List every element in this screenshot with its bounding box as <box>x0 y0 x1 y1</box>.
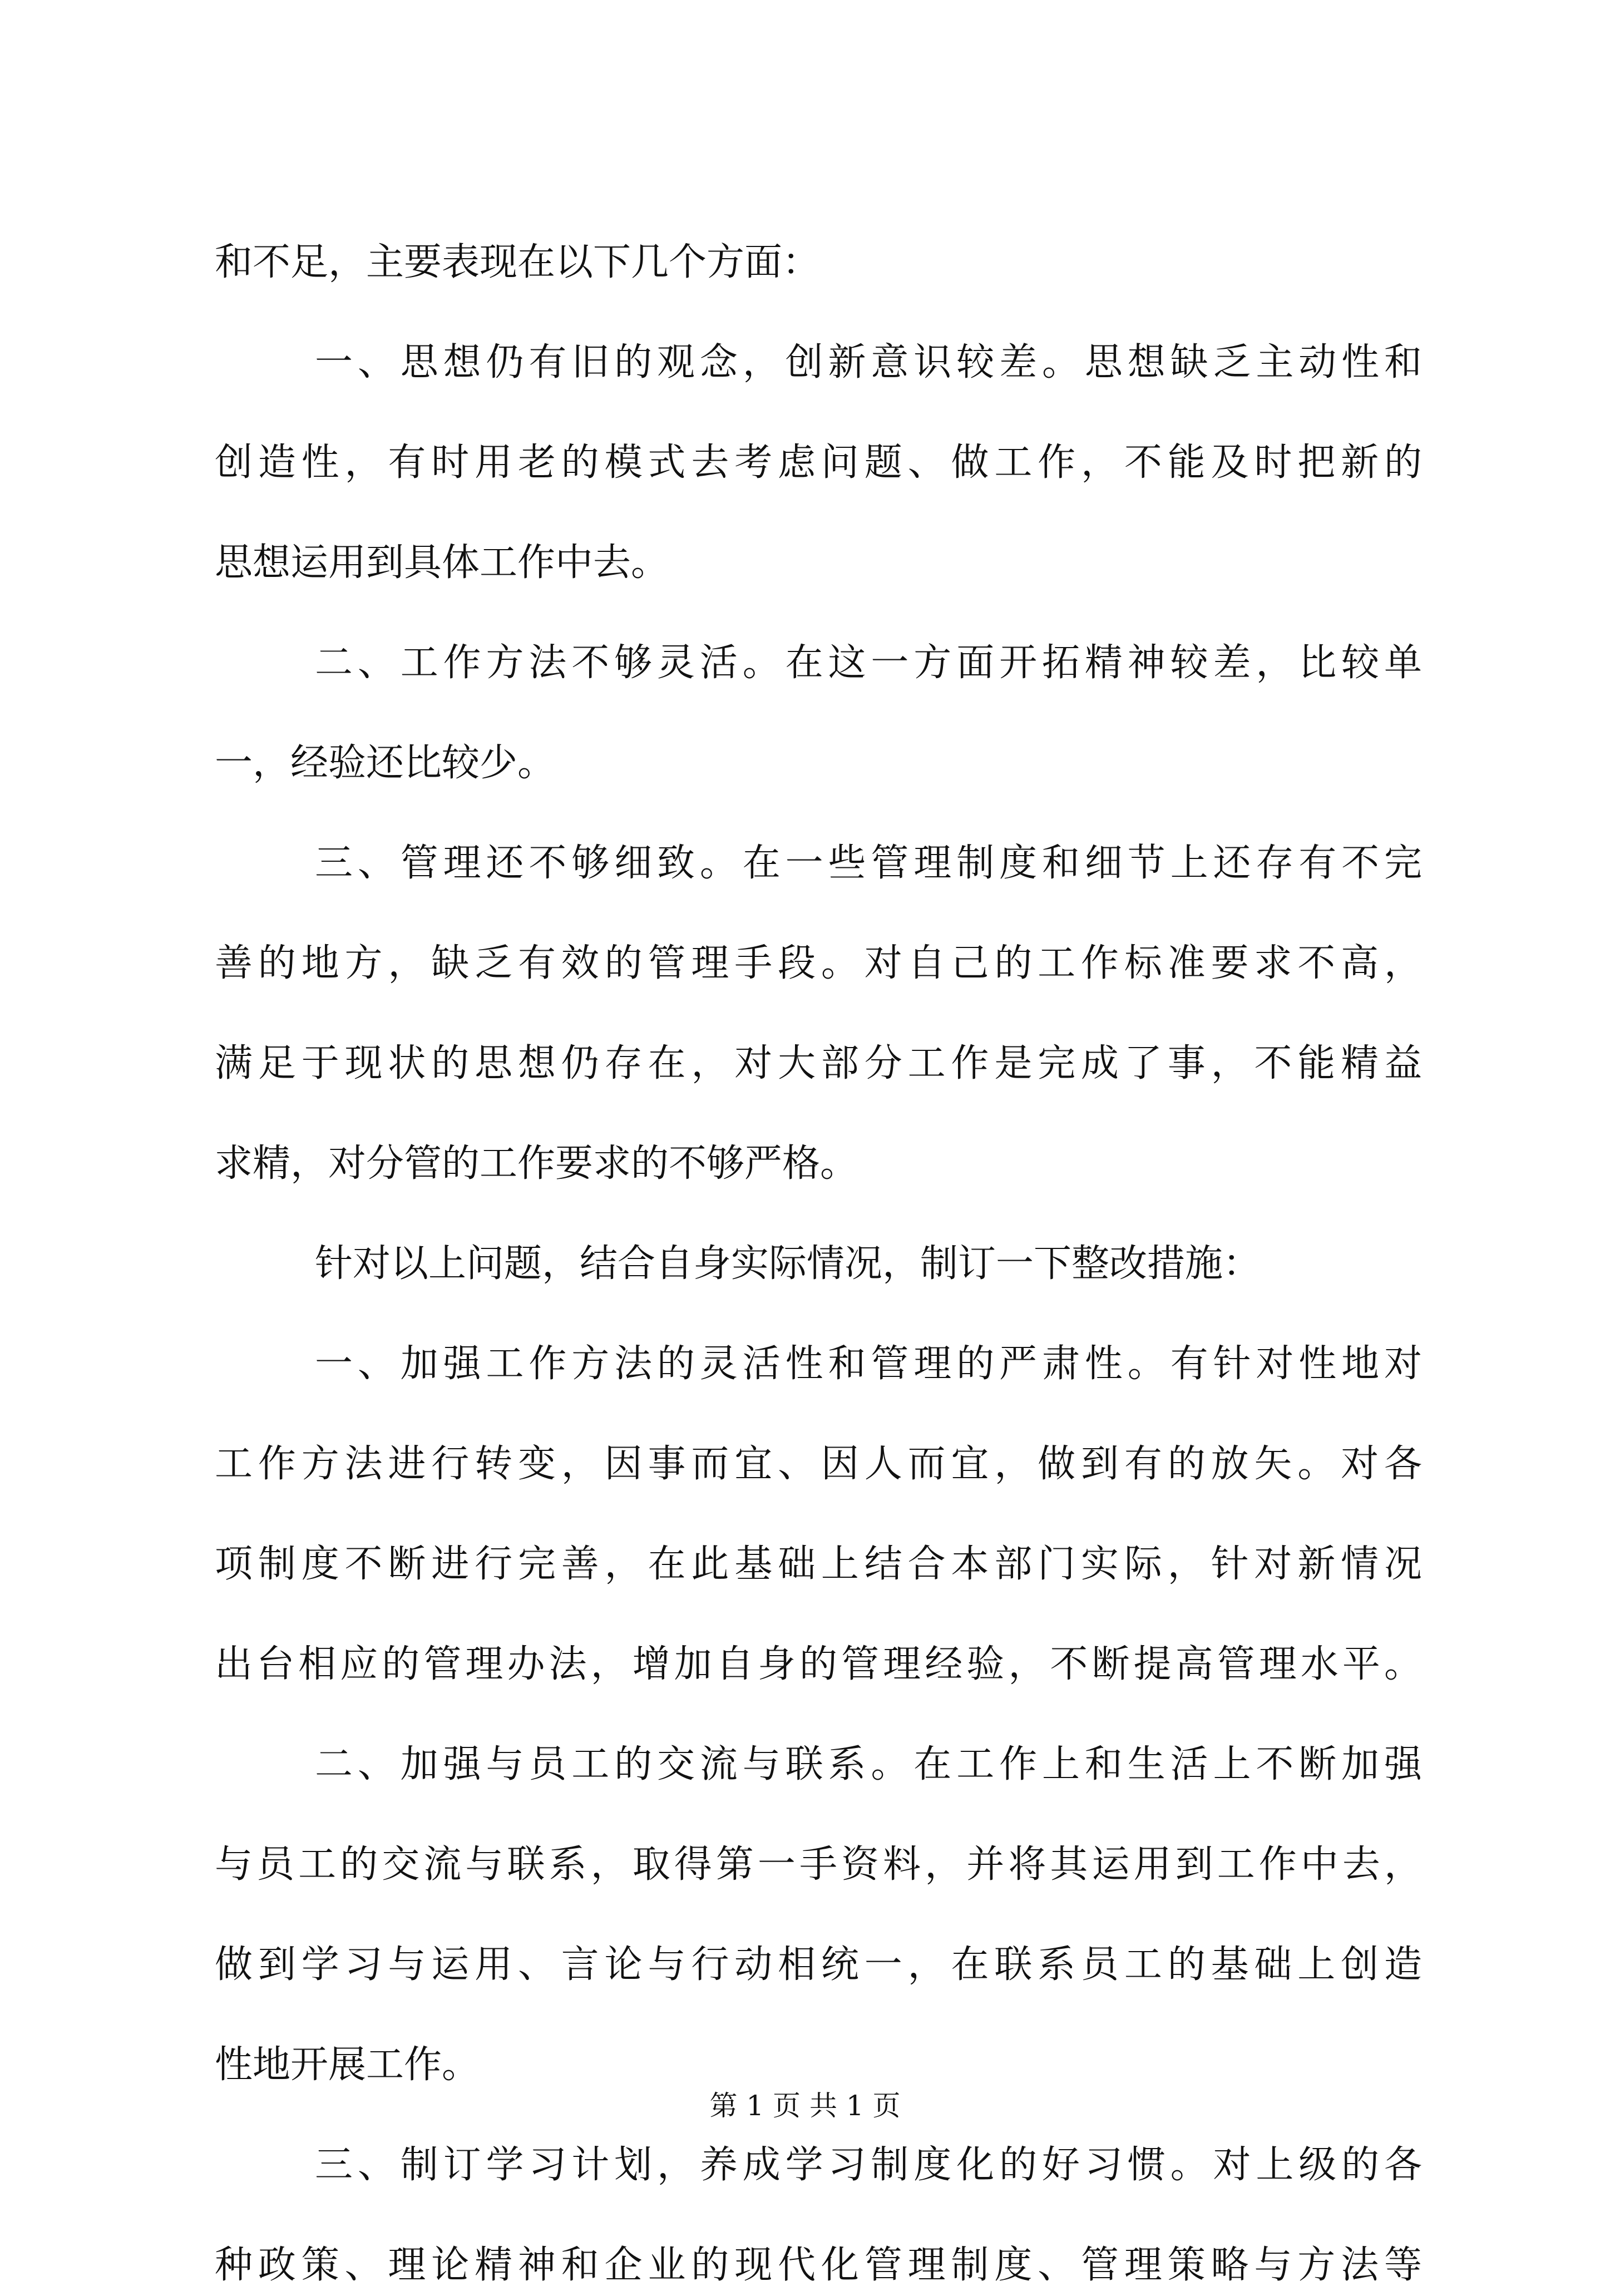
text-line-18: 做到学习与运用、言论与行动相统一，在联系员工的基础上创造 <box>215 1943 1422 1987</box>
text-line-21: 种政策、理论精神和企业的现代化管理制度、管理策略与方法等 <box>215 2243 1422 2287</box>
text-line-19: 性地开展工作。 <box>215 2043 480 2087</box>
text-line-10: 求精，对分管的工作要求的不够严格。 <box>215 1142 858 1186</box>
text-line-2: 一、思想仍有旧的观念，创新意识较差。思想缺乏主动性和 <box>315 340 1422 384</box>
text-line-20: 三、制订学习计划，养成学习制度化的好习惯。对上级的各 <box>315 2143 1422 2187</box>
text-line-8: 善的地方，缺乏有效的管理手段。对自己的工作标准要求不高， <box>215 941 1422 985</box>
text-line-3: 创造性，有时用老的模式去考虑问题、做工作，不能及时把新的 <box>215 441 1422 485</box>
text-line-17: 与员工的交流与联系，取得第一手资料，并将其运用到工作中去， <box>215 1843 1422 1887</box>
text-line-16: 二、加强与员工的交流与联系。在工作上和生活上不断加强 <box>315 1742 1422 1786</box>
text-line-4: 思想运用到具体工作中去。 <box>215 541 669 585</box>
text-line-5: 二、工作方法不够灵活。在这一方面开拓精神较差，比较单 <box>315 641 1422 685</box>
text-line-15: 出台相应的管理办法，增加自身的管理经验，不断提高管理水平。 <box>215 1642 1422 1686</box>
page-number-footer: 第 1 页 共 1 页 <box>709 2090 901 2122</box>
text-line-1: 和不足，主要表现在以下几个方面： <box>215 240 821 284</box>
text-line-13: 工作方法进行转变，因事而宜、因人而宜，做到有的放矢。对各 <box>215 1442 1422 1486</box>
text-line-9: 满足于现状的思想仍存在，对大部分工作是完成了事，不能精益 <box>215 1041 1422 1085</box>
text-line-14: 项制度不断进行完善，在此基础上结合本部门实际，针对新情况 <box>215 1542 1422 1586</box>
text-line-11: 针对以上问题，结合自身实际情况，制订一下整改措施： <box>315 1242 1261 1286</box>
text-line-6: 一，经验还比较少。 <box>215 741 556 785</box>
text-line-7: 三、管理还不够细致。在一些管理制度和细节上还存有不完 <box>315 841 1422 885</box>
text-line-12: 一、加强工作方法的灵活性和管理的严肃性。有针对性地对 <box>315 1342 1422 1386</box>
